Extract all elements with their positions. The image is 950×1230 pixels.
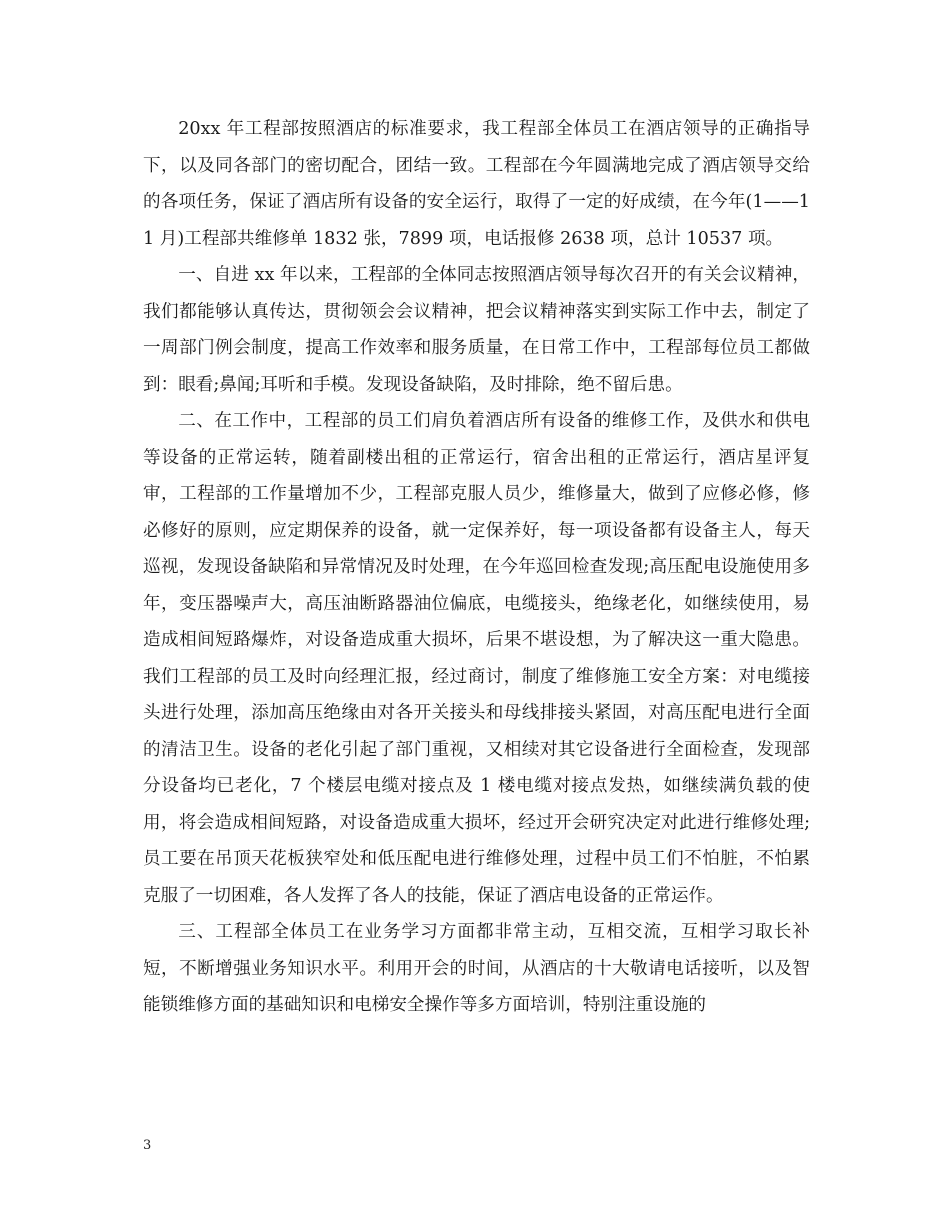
page-number: 3: [143, 1138, 152, 1153]
paragraph-section-one: 一、自进 xx 年以来，工程部的全体同志按照酒店领导每次召开的有关会议精神，我们都能够认真传达，贯彻领会会议精神，把会议精神落实到实际工作中去，制定了一周部门例会制度，提高工作效率和服务质量，在日常工作中，工程部每位员工都做到：眼看;鼻闻;耳听和手模。发现设备缺陷，及时排除，绝不留后患。: [143, 265, 810, 395]
document-body: [143, 111, 810, 1024]
paragraph-section-three: 三、工程部全体员工在业务学习方面都非常主动，互相交流，互相学习取长补短，不断增强业务知识水平。利用开会的时间，从酒店的十大敬请电话接听，以及智能锁维修方面的基础知识和电梯安全操作等多方面培训，特别注重设施的: [143, 922, 810, 1015]
paragraph-intro: 20xx 年工程部按照酒店的标准要求，我工程部全体员工在酒店领导的正确指导下，以及同各部门的密切配合，团结一致。工程部在今年圆满地完成了酒店领导交给的各项任务，保证了酒店所有设备的安全运行，取得了一定的好成绩，在今年(1——11 月)工程部共维修单 1832 张，7899 项，电话报修 2638 项，总计 10537 项。: [143, 119, 810, 249]
paragraph-section-two: 二、在工作中，工程部的员工们肩负着酒店所有设备的维修工作，及供水和供电等设备的正常运转，随着副楼出租的正常运行，宿舍出租的正常运行，酒店星评复审，工程部的工作量增加不少，工程部克服人员少，维修量大，做到了应修必修，修必修好的原则，应定期保养的设备，就一定保养好，每一项设备都有设备主人，每天巡视，发现设备缺陷和异常情况及时处理，在今年巡回检查发现;高压配电设施使用多年，变压器噪声大，高压油断路器油位偏底，电缆接头，绝缘老化，如继续使用，易造成相间短路爆炸，对设备造成重大损坏，后果不堪设想，为了解决这一重大隐患。我们工程部的员工及时向经理汇报，经过商讨，制度了维修施工安全方案：对电缆接头进行处理，添加高压绝缘由对各开关接头和母线排接头紧固，对高压配电进行全面的清洁卫生。设备的老化引起了部门重视，又相续对其它设备进行全面检查，发现部分设备均已老化，7 个楼层电缆对接点及 1 楼电缆对接点发热，如继续满负载的使用，将会造成相间短路，对设备造成重大损坏，经过开会研究决定对此进行维修处理;员工要在吊顶天花板狭窄处和低压配电进行维修处理，过程中员工们不怕脏，不怕累克服了一切困难，各人发挥了各人的技能，保证了酒店电设备的正常运作。: [143, 411, 810, 906]
